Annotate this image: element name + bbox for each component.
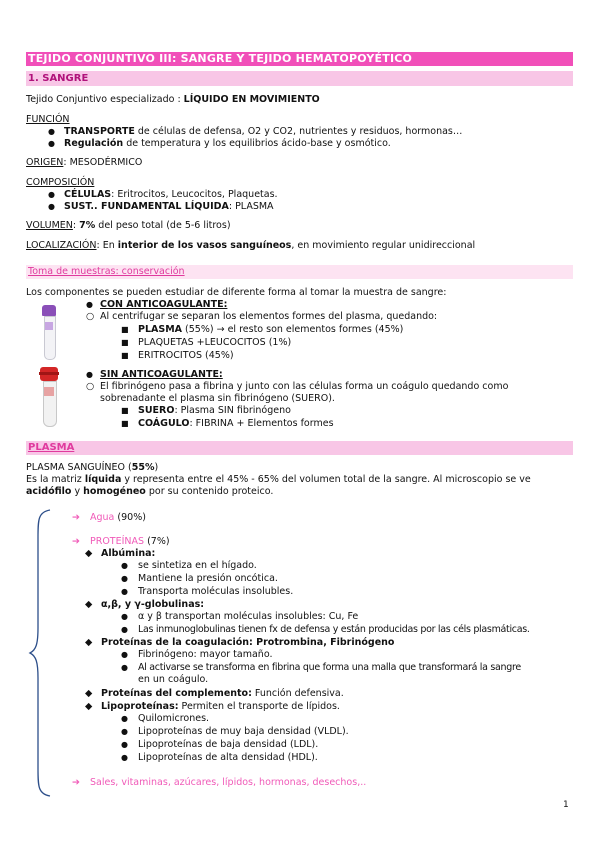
origen-line: ORIGEN: MESODÉRMICO xyxy=(26,157,143,168)
curly-brace-icon xyxy=(28,508,54,798)
sin-anticoagulante-desc-1: El fibrinógeno pasa a fibrina y junto con las células forma un coágulo quedando como xyxy=(100,381,509,392)
section-heading-plasma: PLASMA xyxy=(26,441,573,455)
square-bullet-icon: ■ xyxy=(121,419,129,428)
plasma-subtitle: PLASMA SANGUÍNEO (55%) xyxy=(26,462,159,473)
proteinas-line: PROTEÍNAS (7%) xyxy=(90,536,170,547)
globulinas-item: Las inmunoglobulinas tienen fx de defensa y están producidas por las céls plasmáticas. xyxy=(138,624,530,635)
bullet-icon: ● xyxy=(121,740,128,749)
bullet-icon: ● xyxy=(121,714,128,723)
coagulacion-label: Proteínas de la coagulación: Protrombina, Fibrinógeno xyxy=(101,637,395,648)
albumina-item: Mantiene la presión oncótica. xyxy=(138,573,278,584)
funcion-item: Regulación de temperatura y los equilibrios ácido-base y osmótico. xyxy=(64,138,391,149)
albumina-label: Albúmina: xyxy=(101,548,156,559)
funcion-label: FUNCIÓN xyxy=(26,114,70,125)
diamond-bullet-icon: ◆ xyxy=(85,701,93,712)
lipoproteinas-line: Lipoproteínas: Permiten el transporte de lípidos. xyxy=(101,701,340,712)
square-bullet-icon: ■ xyxy=(121,351,129,360)
square-bullet-icon: ■ xyxy=(121,325,129,334)
agua-line: Agua (90%) xyxy=(90,512,146,523)
sin-anticoagulante-desc-2: sobrenadante el plasma sin fibrinógeno (SUERO). xyxy=(100,393,335,404)
bullet-icon: ● xyxy=(121,587,128,596)
albumina-item: Transporta moléculas insolubles. xyxy=(138,586,294,597)
composicion-item: SUST.. FUNDAMENTAL LÍQUIDA: PLASMA xyxy=(64,201,274,212)
bullet-icon: ● xyxy=(48,127,55,136)
sin-item: SUERO: Plasma SIN fibrinógeno xyxy=(138,405,291,416)
section-heading-sangre: 1. SANGRE xyxy=(26,71,573,86)
lipoproteinas-item: Lipoproteínas de baja densidad (LDL). xyxy=(138,739,319,750)
albumina-item: se sintetiza en el hígado. xyxy=(138,560,257,571)
coagulacion-item: Fibrinógeno: mayor tamaño. xyxy=(138,649,273,660)
plasma-desc-2: acidófilo y homogéneo por su contenido proteico. xyxy=(26,486,274,497)
globulinas-label: α,β, y γ-globulinas: xyxy=(101,599,205,610)
diamond-bullet-icon: ◆ xyxy=(85,688,93,699)
composicion-item: CÉLULAS: Eritrocitos, Leucocitos, Plaquetas. xyxy=(64,189,278,200)
diamond-bullet-icon: ◆ xyxy=(85,548,93,559)
document-title: TEJIDO CONJUNTIVO III: SANGRE Y TEJIDO HEMATOPOYÉTICO xyxy=(26,52,573,66)
otros-line: Sales, vitaminas, azúcares, lípidos, hormonas, desechos,.. xyxy=(90,777,367,788)
square-bullet-icon: ■ xyxy=(121,338,129,347)
complemento-line: Proteínas del complemento: Función defensiva. xyxy=(101,688,344,699)
bullet-icon: ● xyxy=(48,190,55,199)
funcion-item: TRANSPORTE de células de defensa, O2 y CO2, nutrientes y residuos, hormonas… xyxy=(64,126,463,137)
bullet-icon: ● xyxy=(121,561,128,570)
page-number: 1 xyxy=(563,800,569,810)
con-item: ERITROCITOS (45%) xyxy=(138,350,234,361)
arrow-icon: ➔ xyxy=(72,777,80,788)
bullet-icon: ● xyxy=(86,300,93,309)
composicion-label: COMPOSICIÓN xyxy=(26,177,95,188)
lipoproteinas-item: Lipoproteínas de muy baja densidad (VLDL). xyxy=(138,726,349,737)
bullet-icon: ● xyxy=(48,139,55,148)
diamond-bullet-icon: ◆ xyxy=(85,637,93,648)
con-anticoagulante-desc: Al centrifugar se separan los elementos formes del plasma, quedando: xyxy=(100,311,438,322)
con-item: PLASMA (55%) → el resto son elementos formes (45%) xyxy=(138,324,404,335)
sin-item: COÁGULO: FIBRINA + Elementos formes xyxy=(138,418,334,429)
coagulacion-continuation: en un coágulo. xyxy=(138,674,209,685)
sin-anticoagulante-label: SIN ANTICOAGULANTE: xyxy=(100,369,223,380)
hollow-bullet-icon: ○ xyxy=(86,381,95,392)
diamond-bullet-icon: ◆ xyxy=(85,599,93,610)
bullet-icon: ● xyxy=(121,663,128,672)
bullet-icon: ● xyxy=(86,370,93,379)
bullet-icon: ● xyxy=(121,727,128,736)
bullet-icon: ● xyxy=(121,612,128,621)
con-item: PLAQUETAS +LEUCOCITOS (1%) xyxy=(138,337,292,348)
arrow-icon: ➔ xyxy=(72,512,80,523)
coagulacion-item: Al activarse se transforma en fibrina que forma una malla que transformará la sangre xyxy=(138,662,521,673)
bullet-icon: ● xyxy=(121,625,128,634)
arrow-icon: ➔ xyxy=(72,536,80,547)
lipoproteinas-item: Quilomicrones. xyxy=(138,713,210,724)
purple-tube-icon xyxy=(41,305,57,360)
intro-line: Tejido Conjuntivo especializado : LÍQUIDO EN MOVIMIENTO xyxy=(26,94,320,105)
lipoproteinas-item: Lipoproteínas de alta densidad (HDL). xyxy=(138,752,318,763)
con-anticoagulante-label: CON ANTICOAGULANTE: xyxy=(100,299,228,310)
volumen-line: VOLUMEN: 7% del peso total (de 5-6 litros) xyxy=(26,220,231,231)
bullet-icon: ● xyxy=(121,650,128,659)
bullet-icon: ● xyxy=(48,202,55,211)
bullet-icon: ● xyxy=(121,753,128,762)
globulinas-item: α y β transportan moléculas insolubles: Cu, Fe xyxy=(138,611,359,622)
toma-intro: Los componentes se pueden estudiar de diferente forma al tomar la muestra de sangre: xyxy=(26,287,447,298)
bullet-icon: ● xyxy=(121,574,128,583)
toma-muestras-heading: Toma de muestras: conservación xyxy=(26,265,573,279)
red-tube-icon xyxy=(39,367,59,427)
square-bullet-icon: ■ xyxy=(121,406,129,415)
localizacion-line: LOCALIZACIÓN: En interior de los vasos sanguíneos, en movimiento regular unidireccional xyxy=(26,240,476,251)
hollow-bullet-icon: ○ xyxy=(86,311,95,322)
plasma-desc-1: Es la matriz líquida y representa entre el 45% - 65% del volumen total de la sangre. Al microscopio se ve xyxy=(26,474,531,485)
